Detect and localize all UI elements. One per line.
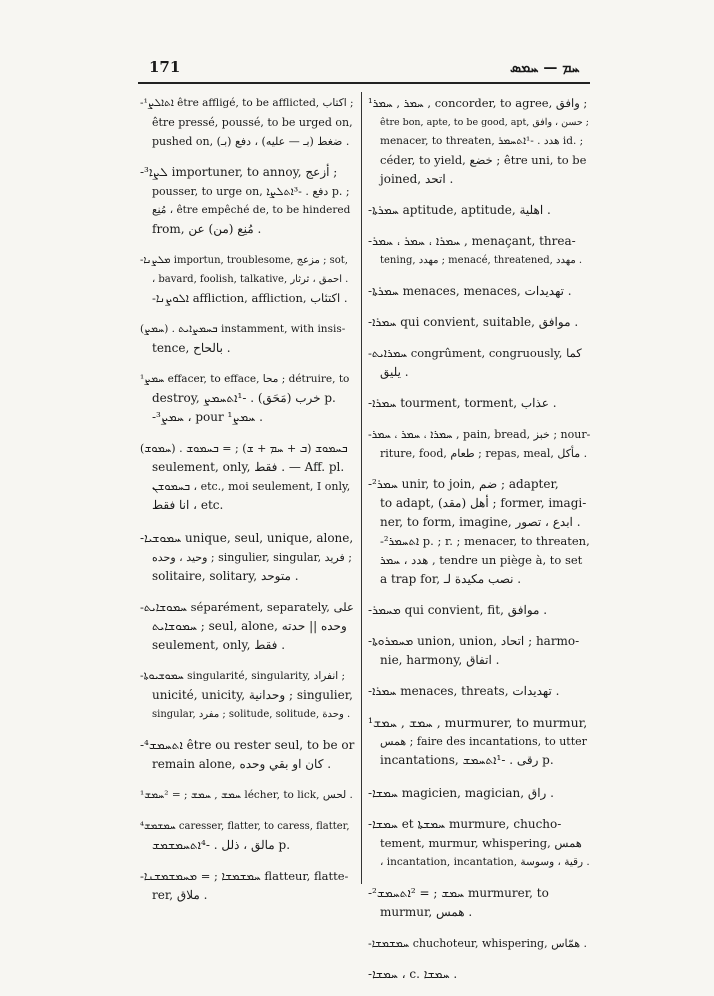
entry-line: -ܚܡܫܡܫܐ ; = ܡܚܡܫܡܫܢܐ flatteur, flatte- bbox=[140, 869, 349, 883]
entry-line: -ܚܡܫܡܫܐ chuchoteur, whispering, همّاس . bbox=[368, 937, 588, 950]
entry-line: -ܚܡܫܐ et ܚܡܫܬܐ murmure, chucho- bbox=[368, 817, 562, 831]
entry-line: nie, harmony, اتفاق . bbox=[380, 653, 500, 667]
entry-line: -⁴ܐܬܚܡܫ être ou rester seul, to be or bbox=[140, 738, 355, 752]
dictionary-entry bbox=[368, 313, 590, 332]
entry-line: -ܚܡܪܐ ، ܚܡܪ ، ܚܡܪ , menaçant, threa- bbox=[368, 234, 576, 248]
entry-line: ، bavard, foolish, talkative, احمق ، ثرثار . bbox=[152, 274, 349, 285]
dictionary-entry bbox=[368, 784, 590, 803]
entry-line: ¹ܚܡܪ , ܚܡܪ , concorder, to agree, وافق ; bbox=[368, 96, 588, 110]
dictionary-entry bbox=[140, 529, 354, 586]
entry-line: انا فقط ، etc. bbox=[152, 498, 224, 512]
entry-line: -³ܠܨܐ importuner, to annoy, أزعج ; bbox=[140, 165, 338, 179]
entry-line: -ܐܠܘܨܢܐ affliction, affliction, اكتئاب . bbox=[152, 291, 348, 305]
entry-line: -ܚܡܪܐ menaces, threats, تهديدات . bbox=[368, 684, 560, 698]
entry-line: -ܚܡܫܐ ، c. ܚܡܫܐ . bbox=[368, 967, 458, 981]
entry-line: ، incantation, incantation, رقية ، وسوسة . bbox=[380, 856, 590, 868]
dictionary-entry bbox=[368, 632, 590, 670]
entry-line: -²ܐܬܚܡܪ p. ; r. ; menacer, to threaten, bbox=[380, 534, 590, 548]
dictionary-entry bbox=[140, 736, 354, 774]
entry-line: pousser, to urge on, دفع . -³ܐܬܠܨܐ p. ; bbox=[152, 185, 350, 198]
entry-line: être bon, apte, to be good, apt, حسن ، وافق ; bbox=[380, 117, 589, 128]
dictionary-entry bbox=[140, 598, 354, 655]
entry-line: -²ܚܡܫ ; = ²ܐܬܚܡܫ murmurer, to bbox=[368, 886, 549, 900]
entry-line: (ܚܡܨ) . ܒܚܡܨܐܝܬ instamment, with insis- bbox=[140, 323, 346, 335]
entry-line: être pressé, poussé, to be urged on, bbox=[152, 116, 353, 129]
entry-line: وحيد ، وحده ; singulier, singular, فريد ; bbox=[152, 551, 352, 564]
dictionary-entry bbox=[140, 320, 354, 358]
entry-line: -ܡܚܡܪ qui convient, fit, موافق . bbox=[368, 603, 548, 617]
entry-line: singular, مفرد ; solitude, solitude, وحدة . bbox=[152, 709, 351, 720]
dictionary-entry bbox=[368, 94, 590, 189]
entry-line: seulement, only, فقط . — Aff. pl. bbox=[152, 460, 345, 474]
entry-line: مُنِع ، être empêché de, to be hindered bbox=[152, 204, 351, 216]
entry-line: ܚܡܘܫܐܝܬ ; seul, alone, وحده || حدته bbox=[152, 619, 347, 633]
entry-line: menacer, to threaten, هدد . -¹ܐܬܚܡܪ id. ; bbox=[380, 135, 584, 147]
dictionary-entry bbox=[368, 344, 590, 382]
entry-line: -ܚܡܪܐ qui convient, suitable, موافق . bbox=[368, 315, 579, 329]
dictionary-entry bbox=[140, 786, 354, 805]
entry-line: -ܚܡܫܐ magicien, magician, راق . bbox=[368, 786, 554, 800]
entry-line: (ܚܡܘܫ) . ܒܚܡܘܫ (ܒ + ܚܡ + ܫ) ; = ܒܚܡܘܫ bbox=[140, 442, 348, 455]
entry-line: -ܡܠܨܢܐ importun, troublesome, مزعج ; sot, bbox=[140, 255, 348, 266]
entry-line: -³ܚܡܨ ، pour ¹ܚܡܨ . bbox=[152, 410, 263, 424]
dictionary-entry bbox=[140, 667, 354, 724]
entry-line: -ܚܡܪܐ tourment, torment, عذاب . bbox=[368, 396, 557, 410]
dictionary-entry bbox=[368, 475, 590, 589]
dictionary-entry bbox=[368, 934, 590, 953]
entry-line: -ܚܡܪܐ ، ܚܡܪ ، ܚܡܪ , pain, bread, خبز ; nour- bbox=[368, 428, 591, 441]
dictionary-entry bbox=[368, 682, 590, 701]
dictionary-entry bbox=[368, 884, 590, 922]
entry-line: from, مُنِع (من) عن . bbox=[152, 222, 262, 236]
dictionary-entry bbox=[368, 425, 590, 463]
entry-line: destroy, خرب (مَحَق) . -¹ܐܬܚܡܨ p. bbox=[152, 391, 336, 405]
dictionary-entry bbox=[140, 251, 354, 308]
entry-line: ⁴ܚܡܫܡܫ caresser, flatter, to caress, flatter, bbox=[140, 821, 350, 832]
dictionary-entry bbox=[368, 965, 590, 984]
entry-line: solitaire, solitary, متوحد . bbox=[152, 569, 299, 583]
dictionary-entry bbox=[368, 815, 590, 872]
column-divider bbox=[361, 92, 362, 884]
dictionary-entry bbox=[140, 439, 354, 515]
entry-line: -ܚܡܪܬܐ aptitude, aptitude, اهلية . bbox=[368, 203, 551, 217]
entry-line: rer, ملاق . bbox=[152, 888, 208, 902]
entry-line: يليق . bbox=[380, 365, 409, 379]
entry-line: seulement, only, فقط . bbox=[152, 638, 286, 652]
entry-line: céder, to yield, خضع ; être uni, to be bbox=[380, 153, 587, 167]
entry-line: pushed on, ضغط (بـ — عليه) ، دفع (بـ) . bbox=[152, 135, 350, 148]
dictionary-entry bbox=[368, 232, 590, 270]
dictionary-entry bbox=[140, 163, 354, 239]
entry-line: مالق ، ذلل . -⁴ܐܬܚܡܫܡܫ p. bbox=[152, 838, 291, 852]
entry-line: -ܚܡܘܫܝܐ unique, seul, unique, alone, bbox=[140, 531, 354, 545]
entry-line: unicité, unicity, وحدانية ; singulier, bbox=[152, 688, 353, 702]
dictionary-entry bbox=[140, 867, 354, 905]
entry-line: همس ; faire des incantations, to utter bbox=[380, 735, 587, 748]
entry-line: murmur, همس . bbox=[380, 905, 473, 919]
entry-line: -ܚܡܪܐܝܬ congrûment, congruously, كما bbox=[368, 346, 582, 360]
dictionary-entry bbox=[368, 201, 590, 220]
entry-line: -²ܚܡܪ unir, to join, ضم ; adapter, bbox=[368, 477, 559, 491]
entry-line: to adapt, أهل (مقد) ; former, imagi- bbox=[380, 496, 587, 510]
dictionary-entry bbox=[140, 94, 354, 151]
entry-line: riture, food, طعام ; repas, meal, مأكل . bbox=[380, 447, 588, 460]
dictionary-entry bbox=[140, 370, 354, 427]
dictionary-entry bbox=[368, 282, 590, 301]
entry-line: ¹ܚܡܫ , ܚܡܫ ; = ²ܚܡܫ lécher, to lick, لحس . bbox=[140, 789, 353, 801]
dictionary-entry bbox=[368, 713, 590, 770]
entry-line: incantations, رقى . -¹ܐܬܚܡܫ p. bbox=[380, 753, 554, 767]
entry-line: tence, بالحاح . bbox=[152, 341, 231, 355]
entry-line: ¹ܚܡܫ , ܚܡܫ , murmurer, to murmur, bbox=[368, 715, 588, 730]
running-header: ܚܡ — ܚܡܣ bbox=[510, 60, 580, 76]
page-number: 171 bbox=[149, 58, 181, 76]
entry-line: remain alone, كان او بقي وحده . bbox=[152, 757, 332, 771]
entry-line: tement, murmur, whispering, همس bbox=[380, 836, 582, 850]
entry-line: -ܚܡܘܫܐܝܬ séparément, separately, على bbox=[140, 600, 354, 614]
dictionary-entry bbox=[368, 601, 590, 620]
entry-line: joined, اتحد . bbox=[380, 172, 454, 186]
entry-line: -ܡܚܡܪܘܬܐ union, union, اتحاد ; harmo- bbox=[368, 634, 580, 648]
entry-line: -ܚܡܘܫܝܘܬܐ singularité, singularity, انفراد ; bbox=[140, 670, 346, 682]
right-column bbox=[368, 94, 590, 996]
dictionary-entry bbox=[140, 817, 354, 855]
entry-line: -ܐܬܐܠܨ¹ être affligé, to be afflicted, اكتاب ; bbox=[140, 97, 354, 109]
entry-line: tening, مهدد ; menacé, threatened, مهدد . bbox=[380, 255, 583, 266]
entry-line: -ܚܡܪܬܐ menaces, menaces, تهديدات . bbox=[368, 284, 572, 298]
entry-line: ner, to form, imagine, ابدع ، تصور . bbox=[380, 515, 581, 529]
entry-line: ܒܚܡܘܫܢ ، etc., moi seulement, I only, bbox=[152, 480, 351, 493]
entry-line: هدد ، ܚܡܪ , tendre un piège à, to set bbox=[380, 553, 583, 567]
left-column bbox=[140, 94, 354, 917]
header-rule bbox=[138, 82, 590, 84]
entry-line: a trap for, نصب مكيدة لـ . bbox=[380, 572, 522, 586]
dictionary-entry bbox=[368, 394, 590, 413]
entry-line: ¹ܚܡܨ effacer, to efface, محا ; détruire, to bbox=[140, 373, 350, 385]
